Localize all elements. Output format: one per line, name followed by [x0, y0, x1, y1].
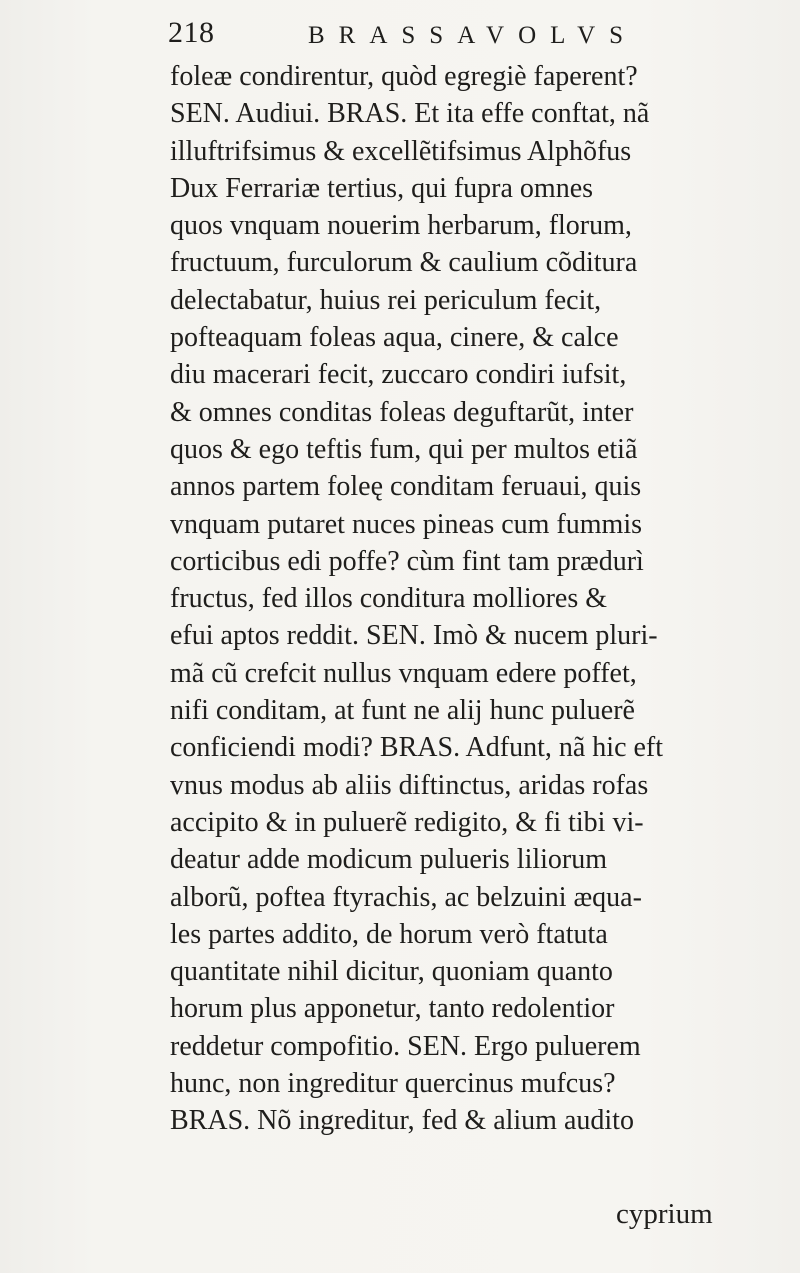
- text-line: les partes addito, de horum verò ftatuta: [170, 918, 608, 950]
- text-line: SEN. Audiui. BRAS. Et ita effe conftat, nã: [170, 98, 650, 130]
- text-line: delectabatur, huius rei periculum fecit,: [170, 284, 602, 316]
- text-line: foleæ condirentur, quòd egregiè faperent?: [170, 61, 638, 92]
- text-line: mã cũ crefcit nullus vnquam edere poffet,: [170, 657, 637, 689]
- text-line: horum plus apponetur, tanto redolentior: [170, 993, 615, 1025]
- text-line: fructus, fed illos conditura molliores &: [170, 583, 608, 615]
- text-line: reddetur compofitio. SEN. Ergo puluerem: [170, 1030, 641, 1062]
- text-line: Dux Ferrariæ tertius, qui fupra omnes: [170, 172, 594, 204]
- text-line: nifi conditam, at funt ne alij hunc puluerẽ: [170, 695, 635, 727]
- text-line: vnquam putaret nuces pineas cum fummis: [170, 508, 642, 540]
- text-line: fructuum, furculorum & caulium cõditura: [170, 247, 638, 279]
- running-head: BRASSAVOLVS: [308, 22, 638, 49]
- text-line: quos vnquam nouerim herbarum, florum,: [170, 210, 632, 242]
- text-line: annos partem foleę conditam feruaui, quis: [170, 471, 642, 503]
- text-line: illuftrifsimus & excellẽtifsimus Alphõfus: [170, 135, 632, 167]
- text-line: pofteaquam foleas aqua, cinere, & calce: [170, 322, 619, 354]
- text-line: quantitate nihil dicitur, quoniam quanto: [170, 956, 613, 988]
- text-line: alborũ, poftea ftyrachis, ac belzuini æqua-: [170, 881, 642, 913]
- text-line: diu macerari fecit, zuccaro condiri iufsit,: [170, 359, 627, 391]
- text-line: hunc, non ingreditur quercinus mufcus?: [170, 1068, 616, 1100]
- text-line: accipito & in puluerẽ redigito, & fi tibi vi-: [170, 806, 644, 838]
- catchword: cyprium: [616, 1198, 713, 1230]
- text-line: BRAS. Nõ ingreditur, fed & alium audito: [170, 1105, 634, 1137]
- text-line: efui aptos reddit. SEN. Imò & nucem pluri-: [170, 620, 658, 652]
- text-line: corticibus edi poffe? cùm fint tam prædurì: [170, 545, 644, 577]
- text-line: conficiendi modi? BRAS. Adfunt, nã hic eft: [170, 732, 664, 764]
- text-line: deatur adde modicum pulueris liliorum: [170, 844, 608, 876]
- page-header: [168, 16, 788, 60]
- page-number: 218: [168, 16, 215, 49]
- text-line: vnus modus ab aliis diftinctus, aridas rofas: [170, 769, 649, 801]
- text-line: quos & ego teftis fum, qui per multos etiã: [170, 433, 638, 465]
- text-block: [170, 58, 780, 1140]
- text-line: & omnes conditas foleas deguftarũt, inter: [170, 396, 634, 428]
